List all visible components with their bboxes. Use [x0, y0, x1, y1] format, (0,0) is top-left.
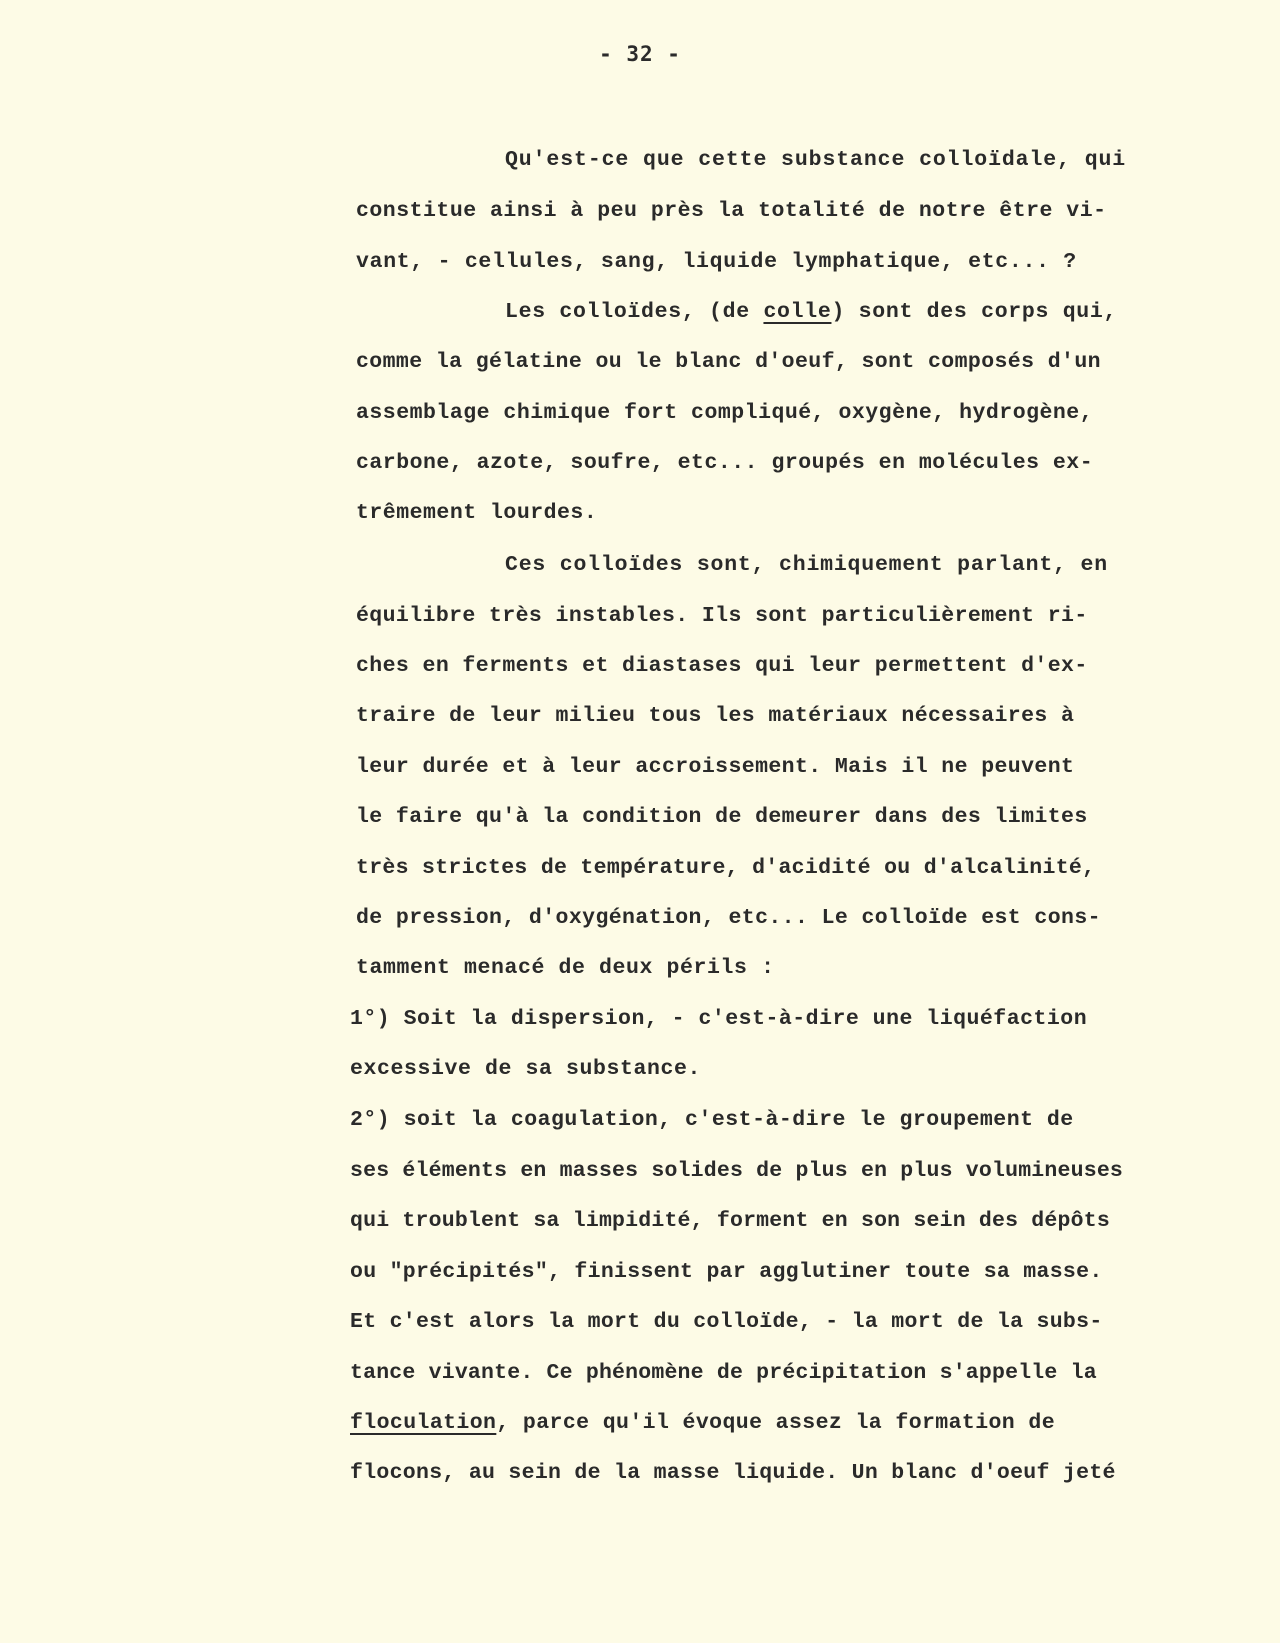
text-line: le faire qu'à la condition de demeurer dans des limites — [356, 805, 1088, 829]
text-line: très strictes de température, d'acidité ou d'alcalinité, — [356, 856, 1096, 880]
text-segment: Les colloïdes, (de — [505, 300, 764, 324]
text-line: trêmement lourdes. — [356, 501, 598, 525]
underlined-word: floculation — [350, 1411, 497, 1435]
list-item-line: excessive de sa substance. — [350, 1057, 702, 1081]
list-item-line: 1°) Soit la dispersion, - c'est-à-dire une liquéfaction — [350, 1007, 1088, 1031]
text-segment: ) sont des corps qui, — [831, 300, 1118, 324]
page-number: - 32 - — [599, 42, 681, 66]
list-item-line: qui troublent sa limpidité, forment en son sein des dépôts — [350, 1209, 1110, 1233]
text-line: carbone, azote, soufre, etc... groupés en molécules ex- — [356, 451, 1094, 475]
list-item-line: 2°) soit la coagulation, c'est-à-dire le groupement de — [350, 1108, 1074, 1132]
text-line: constitue ainsi à peu près la totalité de notre être vi- — [356, 199, 1107, 223]
list-item-line: tance vivante. Ce phénomène de précipitation s'appelle la — [350, 1361, 1097, 1385]
list-item-line — [350, 1413, 1055, 1435]
text-line: leur durée et à leur accroissement. Mais il ne peuvent — [356, 755, 1075, 779]
text-line: ches en ferments et diastases qui leur permettent d'ex- — [356, 654, 1088, 678]
text-segment: , parce qu'il évoque assez la formation de — [496, 1411, 1056, 1435]
list-item-line: Et c'est alors la mort du colloïde, - la mort de la subs- — [350, 1310, 1103, 1334]
text-line: traire de leur milieu tous les matériaux nécessaires à — [356, 704, 1075, 728]
list-item-line: flocons, au sein de la masse liquide. Un blanc d'oeuf jeté — [350, 1461, 1116, 1485]
text-line: vant, - cellules, sang, liquide lymphatique, etc... ? — [356, 250, 1077, 274]
text-line: comme la gélatine ou le blanc d'oeuf, sont composés d'un — [356, 350, 1101, 374]
text-line: assemblage chimique fort compliqué, oxygène, hydrogène, — [356, 401, 1094, 425]
list-item-line: ses éléments en masses solides de plus en plus volumineuses — [350, 1159, 1124, 1183]
text-line: Ces colloïdes sont, chimiquement parlant, en — [505, 553, 1108, 577]
text-line: Qu'est-ce que cette substance colloïdale, qui — [505, 148, 1127, 172]
text-line: équilibre très instables. Ils sont particulièrement ri- — [356, 604, 1088, 628]
list-item-line: ou "précipités", finissent par agglutiner toute sa masse. — [350, 1260, 1103, 1284]
text-line: tamment menacé de deux périls : — [356, 956, 775, 980]
text-line — [505, 302, 1117, 324]
text-line: de pression, d'oxygénation, etc... Le colloïde est cons- — [356, 906, 1101, 930]
underlined-word: colle — [763, 300, 832, 324]
